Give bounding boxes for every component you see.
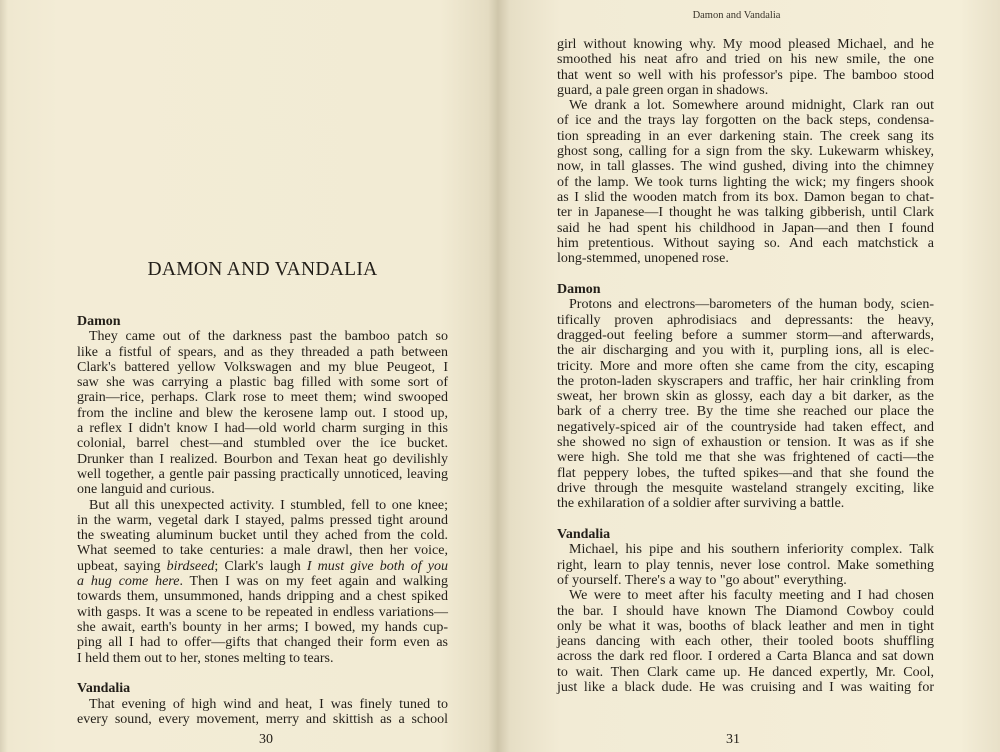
section-gap — [557, 512, 934, 528]
text-span: . Then I was on my feet again and walking — [179, 574, 448, 590]
text-line: like a fistful of spears, and as they threaded a path between — [77, 344, 448, 360]
text-span: ; Clark's laugh — [214, 558, 307, 574]
italic-text: a hug come here — [77, 574, 180, 590]
text-line: smoothed his neat afro and tried on his new smile, the one — [557, 52, 934, 68]
left-page — [0, 0, 497, 752]
text-line: the air discharging and you with it, purpling ions, all is elec- — [557, 343, 934, 359]
text-line: right, learn to play tennis, never lose control. Make something — [557, 557, 934, 573]
text-line: tricity. More and more often she came from the city, escaping — [557, 358, 934, 374]
text-line: every sound, every movement, merry and skittish as a school — [77, 712, 448, 728]
text-line: flat peppery lobes, the tufted spikes—and that she found the — [557, 465, 934, 481]
text-line: now, in tall glasses. The wind gushed, diving into the chimney — [557, 159, 934, 175]
text-line: That evening of high wind and heat, I was finely tuned to — [89, 696, 448, 712]
text-line: We were to meet after his faculty meeting and I had chosen — [569, 588, 934, 604]
text-line: Drunker than I realized. Bourbon and Texan heat go devilishly — [77, 451, 448, 467]
right-page-body — [557, 37, 934, 695]
running-head: Damon and Vandalia — [692, 10, 781, 21]
text-line: the proton-laden skyscrapers and traffic, her hair crinkling from — [557, 373, 934, 389]
text-line: Protons and electrons—barometers of the human body, scien- — [569, 297, 934, 313]
text-line — [77, 574, 448, 589]
text-line: of ice and the trays lay forgotten on the back steps, condensa- — [557, 113, 934, 129]
text-line: she showed no sign of exhaustion or tension. It was as if she — [557, 435, 934, 451]
text-line: said he had spent his childhood in Japan—and then I found — [557, 220, 934, 236]
text-line — [77, 559, 448, 574]
section-gap — [77, 666, 448, 682]
text-line: ping all I had to offer—gifts that changed their form even as — [77, 635, 448, 651]
text-line: What seemed to take centuries: a male drawl, then her voice, — [77, 543, 448, 559]
paragraph — [557, 37, 934, 98]
italic-text: birdseed — [166, 558, 215, 574]
text-line: only be what it was, booths of black leather and men in tight — [557, 618, 934, 634]
section-heading: Damon — [557, 282, 601, 298]
section-heading: Vandalia — [557, 527, 611, 543]
text-line: of the lamp. We took turns lighting the wick; my fingers shook — [557, 174, 934, 190]
paragraph — [77, 697, 448, 728]
chapter-title: DAMON AND VANDALIA — [147, 259, 378, 280]
text-line: him pretentious. Without saying so. And each matchstick a — [557, 235, 934, 251]
text-line: the exhilaration of a soldier after surviving a battle. — [557, 496, 845, 512]
section-heading: Vandalia — [77, 681, 131, 697]
page-number-left: 30 — [259, 732, 273, 747]
text-line: the sweating aluminum bucket until they ached from the cold. — [77, 528, 448, 544]
text-line: to wait. Then Clark came up. He danced expertly, Mr. Cool, — [557, 664, 934, 680]
text-line: with gasps. It was a scene to be repeated in endless variations— — [77, 604, 448, 620]
section-heading: Damon — [77, 314, 121, 329]
text-line: tion spreading in an ever darkening stain. The creek sang its — [557, 128, 934, 144]
text-line: saw she was carrying a plastic bag filled with some sort of — [77, 375, 448, 391]
text-line: of yourself. There's a way to "go about" everything. — [557, 572, 847, 588]
text-line: just like a black dude. He was cruising and I was waiting for — [557, 680, 934, 696]
text-line: dragged-out feeling before a summer storm—and afterwards, — [557, 327, 934, 343]
section-gap — [557, 266, 934, 282]
text-line: We drank a lot. Somewhere around midnight, Clark ran out — [569, 98, 934, 114]
text-line: grain—rice, perhaps. Clark rose to meet them; wind swooped — [77, 390, 448, 406]
paragraph — [557, 98, 934, 266]
text-line: towards them, unsummoned, hands dripping and a chest spiked — [77, 589, 448, 605]
text-line: Michael, his pipe and his southern inferiority complex. Talk — [569, 542, 934, 558]
text-line: from the incline and blew the kerosene lamp out. I stood up, — [77, 405, 448, 421]
text-line: well together, a gentle pair passing practically unnoticed, leaving — [77, 466, 448, 482]
text-line: one languid and curious. — [77, 482, 215, 498]
text-line: she await, earth's bounty in her arms; I bowed, my hands cup- — [77, 619, 448, 635]
text-line: jeans dancing with each other, their tooled boots shuffling — [557, 634, 934, 650]
text-line: the bar. I should have known The Diamond Cowboy could — [557, 603, 934, 619]
paragraph — [557, 588, 934, 695]
text-line: that went so well with his professor's pipe. The bamboo stood — [557, 67, 934, 83]
text-line: sweat, her brown skin as glossy, each day a bit darker, as the — [557, 389, 934, 405]
text-line: I held them out to her, stones melting to tears. — [77, 650, 334, 666]
text-line: a reflex I didn't know I had—old world charm surging in this — [77, 421, 448, 437]
text-line: colonial, barrel chest—and stumbled over the ice bucket. — [77, 436, 448, 452]
text-line: tifically proven aphrodisiacs and depressants: the heavy, — [557, 312, 934, 328]
text-line: negatively-spiced air of the countryside had taken effect, and — [557, 419, 934, 435]
text-line: drive through the mesquite wasteland strangely exciting, like — [557, 480, 934, 496]
paragraph — [557, 542, 934, 588]
text-line: across the dark red floor. I ordered a Carta Blanca and sat down — [557, 649, 934, 665]
text-line: guard, a pale green organ in shadows. — [557, 82, 769, 98]
left-page-body — [77, 314, 448, 727]
text-line: long-stemmed, unopened rose. — [557, 251, 729, 267]
text-line: were high. She told me that she was frightened of cacti—the — [557, 450, 934, 466]
text-line: bark of a cherry tree. By the time she reached our place the — [557, 404, 934, 420]
italic-text: I must give both of you — [306, 558, 448, 574]
text-line: girl without knowing why. My mood pleased Michael, and he — [557, 37, 934, 52]
text-line: ter in Japanese—I thought he was talking gibberish, until Clark — [557, 205, 934, 221]
paragraph — [77, 329, 448, 497]
text-line: They came out of the darkness past the bamboo patch so — [89, 329, 448, 345]
text-line: ghost song, calling for a sign from the sky. Lukewarm whiskey, — [557, 144, 934, 160]
paragraph — [557, 297, 934, 511]
text-line: as I slid the wooden match from its box. Damon began to chat- — [557, 189, 934, 205]
text-line: But all this unexpected activity. I stumbled, fell to one knee; — [89, 497, 448, 513]
page-number-right: 31 — [726, 732, 740, 747]
paragraph — [77, 498, 448, 666]
right-page — [497, 0, 1000, 752]
text-span: upbeat, saying — [77, 558, 167, 574]
text-line: in the warm, vegetal dark I stayed, palms pressed tight around — [77, 512, 448, 528]
text-line: Clark's battered yellow Volkswagen and my blue Peugeot, I — [77, 359, 448, 375]
